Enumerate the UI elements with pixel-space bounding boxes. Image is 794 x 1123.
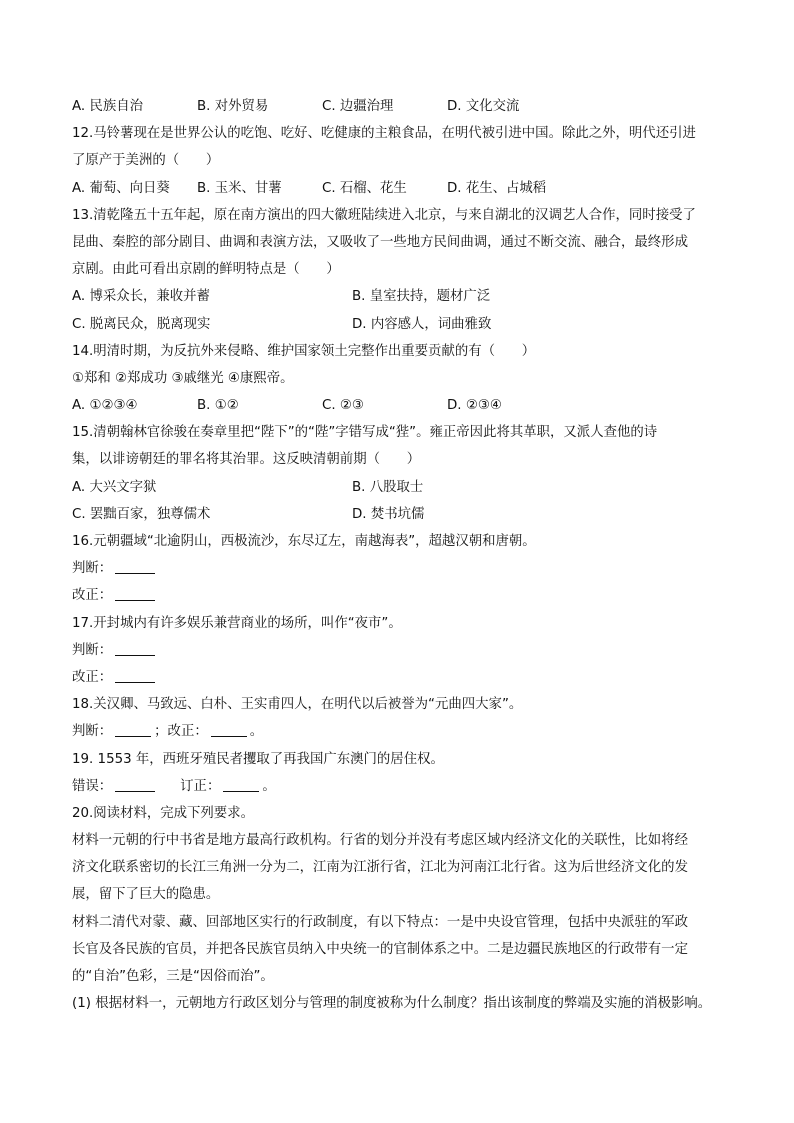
q12-stem-line-1: 12.马铃薯现在是世界公认的吃饱、吃好、吃健康的主粮食品，在明代被引进中国。除此之外，明代还引进 <box>72 126 696 142</box>
q18-stem: 18.关汉卿、马致远、白朴、王实甫四人，在明代以后被誉为“元曲四大家”。 <box>72 697 523 713</box>
q12-option-d[interactable]: D. 花生、占城稻 <box>447 180 547 196</box>
q15-option-c[interactable]: C. 罢黜百家，独尊儒术 <box>72 506 211 522</box>
q18-end-mark: 。 <box>249 724 264 740</box>
q20-material-1-line-3: 展，留下了巨大的隐患。 <box>72 887 220 903</box>
q14-options <box>72 392 732 419</box>
q19-fix-blank[interactable] <box>223 777 259 792</box>
q15-option-d[interactable]: D. 焚书坑儒 <box>352 506 425 522</box>
q17-judge-row <box>72 637 732 664</box>
q12-stem-line-2: 了原产于美洲的（ ） <box>72 153 220 169</box>
q12-option-b[interactable]: B. 玉米、甘薯 <box>197 180 282 196</box>
q16-judge-blank[interactable] <box>115 559 155 574</box>
q18-correct-label: ；改正： <box>154 724 208 740</box>
q15-options-row-2 <box>72 501 732 528</box>
q17-judge-blank[interactable] <box>115 641 155 656</box>
q14-option-d[interactable]: D. ②③④ <box>447 398 502 414</box>
q15-options-row-1 <box>72 474 732 501</box>
q20-stem: 20.阅读材料，完成下列要求。 <box>72 805 254 821</box>
q14-stem-line-1: 14.明清时期，为反抗外来侵略、维护国家领土完整作出重要贡献的有（ ） <box>72 343 536 359</box>
q18-judge-label: 判断： <box>72 724 113 740</box>
q19-stem: 19. 1553 年，西班牙殖民者攫取了再我国广东澳门的居住权。 <box>72 751 444 767</box>
q12-options <box>72 175 732 202</box>
q20-material-2-line-3: 的“自治”色彩，三是“因俗而治”。 <box>72 969 274 984</box>
q15-stem-line-2: 集，以诽谤朝廷的罪名将其治罪。这反映清朝前期（ ） <box>72 452 421 468</box>
q15-option-a[interactable]: A. 大兴文字狱 <box>72 479 157 495</box>
q14-option-a[interactable]: A. ①②③④ <box>72 398 138 414</box>
q17-correct-blank[interactable] <box>115 668 155 683</box>
q11-option-c[interactable]: C. 边疆治理 <box>322 99 394 114</box>
q19-error-blank[interactable] <box>115 777 155 792</box>
q11-option-d[interactable]: D. 文化交流 <box>447 99 520 114</box>
q15-stem-line-1: 15.清朝翰林官徐骏在奏章里把“陛下”的“陛”字错写成“狴”。雍正帝因此将其革职，又派人查他的诗 <box>72 425 658 441</box>
exam-page <box>72 93 732 1017</box>
q18-correct-blank[interactable] <box>211 722 247 737</box>
q14-stem-line-2: ①郑和 ②郑成功 ③戚继光 ④康熙帝。 <box>72 370 294 386</box>
q19-end-mark: 。 <box>262 778 276 794</box>
q17-correct-row <box>72 664 732 691</box>
q20-material-2-line-1: 材料二清代对蒙、藏、回部地区实行的行政制度，有以下特点：一是中央设官管理，包括中央派驻的军政 <box>72 914 688 930</box>
q15-option-b[interactable]: B. 八股取士 <box>352 479 424 495</box>
q16-stem: 16.元朝疆域“北逾阴山，西极流沙，东尽辽左，南越海表”，超越汉朝和唐朝。 <box>72 534 536 549</box>
q16-correct-blank[interactable] <box>115 586 155 601</box>
q16-judge-label: 判断： <box>72 561 113 577</box>
q16-correct-row <box>72 582 732 609</box>
q17-judge-label: 判断： <box>72 642 113 658</box>
q13-stem-line-2: 昆曲、秦腔的部分剧目、曲调和表演方法，又吸收了一些地方民间曲调，通过不断交流、融合，最终形成 <box>72 234 688 250</box>
q19-answer-row <box>72 773 732 800</box>
q20-material-2-line-2: 长官及各民族的官员，并把各民族官员纳入中央统一的官制体系之中。二是边疆民族地区的行政带有一定 <box>72 941 688 957</box>
q11-options <box>72 93 732 120</box>
q13-stem-line-1: 13.清乾隆五十五年起，原在南方演出的四大徽班陆续进入北京，与来自湖北的汉调艺人合作，同时接受了 <box>72 207 696 223</box>
q13-option-c[interactable]: C. 脱离民众，脱离现实 <box>72 316 211 332</box>
q14-option-c[interactable]: C. ②③ <box>322 398 364 414</box>
q20-material-1-line-2: 济文化联系密切的长江三角洲一分为二，江南为江浙行省，江北为河南江北行省。这为后世经济文化的发 <box>72 860 688 876</box>
q14-option-b[interactable]: B. ①② <box>197 398 239 414</box>
q18-judge-blank[interactable] <box>115 722 151 737</box>
q13-options-row-1 <box>72 283 732 310</box>
q16-judge-row <box>72 555 732 582</box>
q17-correct-label: 改正： <box>72 669 113 685</box>
q20-material-1-line-1: 材料一元朝的行中书省是地方最高行政机构。行省的划分并没有考虑区域内经济文化的关联性，比如将经 <box>72 833 688 849</box>
q12-option-c[interactable]: C. 石榴、花生 <box>322 180 407 196</box>
q19-error-label: 错误： <box>72 778 113 794</box>
q11-option-b[interactable]: B. 对外贸易 <box>197 99 269 114</box>
q13-option-b[interactable]: B. 皇室扶持，题材广泛 <box>352 289 491 305</box>
q11-option-a[interactable]: A. 民族自治 <box>72 99 143 114</box>
q18-answer-row <box>72 718 732 745</box>
q13-stem-line-3: 京剧。由此可看出京剧的鲜明特点是（ ） <box>72 262 340 278</box>
q13-options-row-2 <box>72 311 732 338</box>
q19-fix-label: 订正： <box>180 778 221 794</box>
q17-stem: 17.开封城内有许多娱乐兼营商业的场所，叫作“夜市”。 <box>72 615 402 631</box>
q13-option-a[interactable]: A. 博采众长，兼收并蓄 <box>72 289 210 305</box>
q12-option-a[interactable]: A. 葡萄、向日葵 <box>72 180 170 196</box>
q13-option-d[interactable]: D. 内容感人，词曲雅致 <box>352 316 492 332</box>
q20-subquestion-1: (1) 根据材料一，元朝地方行政区划分与管理的制度被称为什么制度？指出该制度的弊端及实施的消极影响。 <box>72 996 712 1012</box>
q16-correct-label: 改正： <box>72 588 113 604</box>
